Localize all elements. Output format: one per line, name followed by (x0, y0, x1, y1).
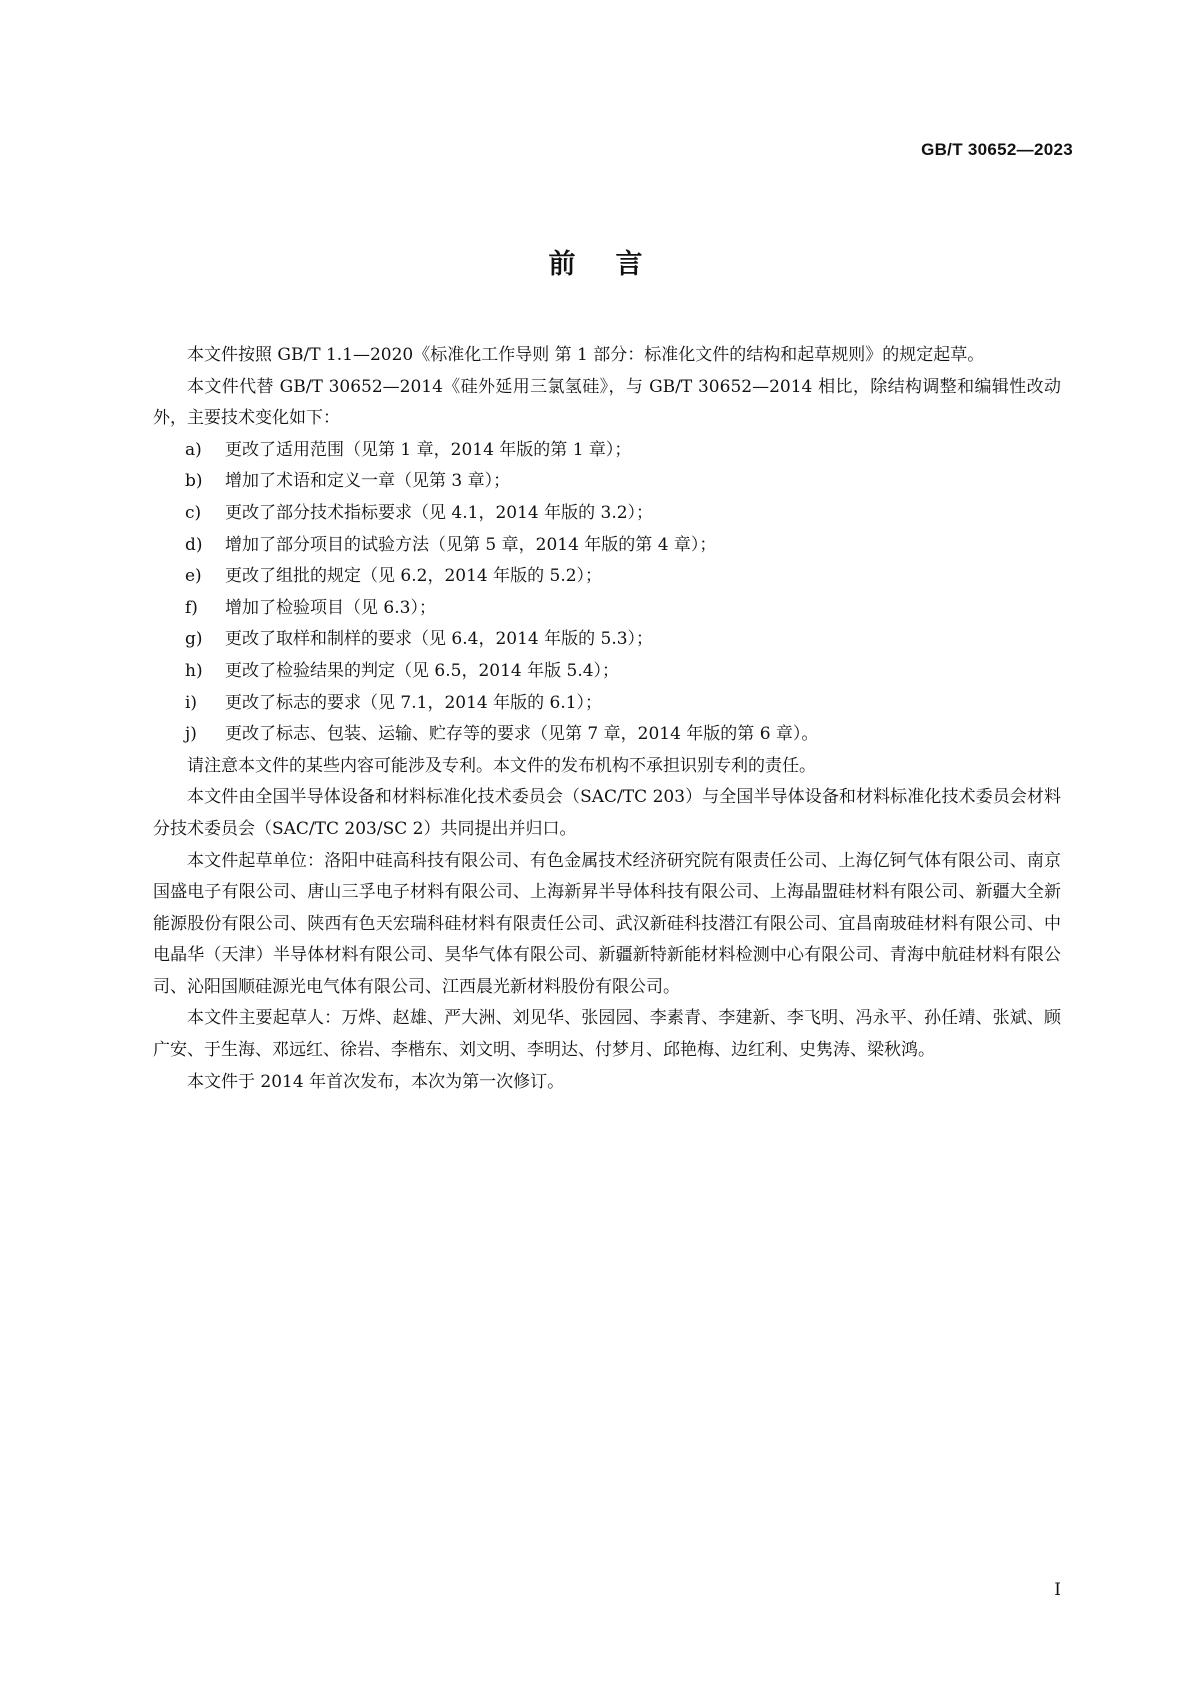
paragraph-proposer: 本文件由全国半导体设备和材料标准化技术委员会（SAC/TC 203）与全国半导体设备和材料标准化技术委员会材料分技术委员会（SAC/TC 203/SC 2）共同提出并归口。 (153, 787, 1061, 839)
list-item-label: f) (185, 597, 198, 618)
list-item (153, 719, 1061, 751)
list-item (153, 498, 1061, 530)
standard-number: GB/T 30652—2023 (921, 140, 1073, 159)
paragraph-drafters: 本文件主要起草人：万烨、赵雄、严大洲、刘见华、张园园、李素青、李建新、李飞明、冯永平、孙任靖、张斌、顾广安、于生海、邓远红、徐岩、李楷东、刘文明、李明达、付梦月、邱艳梅、边红利、史隽涛、梁秋鸿。 (153, 1008, 1061, 1061)
changes-list (153, 435, 1061, 751)
list-item (153, 593, 1061, 625)
list-item (153, 561, 1061, 593)
list-item-label: e) (185, 566, 202, 587)
list-item-label: b) (185, 471, 203, 492)
page-title: 前言 (548, 249, 683, 280)
list-item-text: 增加了术语和定义一章（见第 3 章）； (225, 471, 511, 492)
foreword-body (153, 340, 1061, 1098)
list-item-label: i) (185, 692, 198, 713)
paragraph-history: 本文件于 2014 年首次发布，本次为第一次修订。 (187, 1071, 565, 1092)
list-item-text: 增加了检验项目（见 6.3）； (225, 597, 436, 618)
list-item-text: 更改了标志的要求（见 7.1，2014 年版的 6.1）； (225, 692, 603, 713)
list-item (153, 656, 1061, 688)
page-number: I (1054, 1580, 1061, 1600)
list-item-label: d) (185, 534, 203, 555)
paragraph-drafting-units: 本文件起草单位：洛阳中硅高科技有限公司、有色金属技术经济研究院有限责任公司、上海亿钶气体有限公司、南京国盛电子有限公司、唐山三孚电子材料有限公司、上海新昇半导体科技有限公司、上海晶盟硅材料有限公司、新疆大全新能源股份有限公司、陕西有色天宏瑞科硅材料有限责任公司、武汉新硅科技潜江有限公司、宜昌南玻硅材料有限公司、中电晶华（天津）半导体材料有限公司、昊华气体有限公司、新疆新特新能材料检测中心有限公司、青海中航硅材料有限公司、沁阳国顺硅源光电气体有限公司、江西晨光新材料股份有限公司。 (153, 850, 1061, 997)
list-item-text: 更改了部分技术指标要求（见 4.1，2014 年版的 3.2）； (225, 502, 654, 523)
list-item (153, 530, 1061, 562)
list-item (153, 624, 1061, 656)
list-item-text: 更改了标志、包装、运输、贮存等的要求（见第 7 章，2014 年版的第 6 章）。 (225, 724, 819, 745)
list-item-text: 增加了部分项目的试验方法（见第 5 章，2014 年版的第 4 章）； (225, 534, 717, 555)
list-item (153, 466, 1061, 498)
list-item-label: j) (185, 724, 197, 745)
list-item-text: 更改了适用范围（见第 1 章，2014 年版的第 1 章）； (225, 439, 632, 460)
paragraph-patent-notice: 请注意本文件的某些内容可能涉及专利。本文件的发布机构不承担识别专利的责任。 (187, 755, 816, 776)
list-item-label: a) (185, 439, 202, 460)
list-item-text: 更改了检验结果的判定（见 6.5，2014 年版 5.4）； (225, 660, 620, 681)
list-item-text: 更改了组批的规定（见 6.2，2014 年版的 5.2）； (225, 566, 603, 587)
list-item-label: g) (185, 629, 203, 650)
list-item (153, 688, 1061, 720)
list-item (153, 435, 1061, 467)
paragraph-drafting-rules: 本文件按照 GB/T 1.1—2020《标准化工作导则 第 1 部分：标准化文件的结构和起草规则》的规定起草。 (187, 345, 985, 365)
list-item-label: h) (185, 660, 203, 681)
paragraph-replacement: 本文件代替 GB/T 30652—2014《硅外延用三氯氢硅》，与 GB/T 30652—2014 相比，除结构调整和编辑性改动外，主要技术变化如下： (153, 376, 1061, 429)
list-item-text: 更改了取样和制样的要求（见 6.4，2014 年版的 5.3）； (225, 629, 654, 650)
list-item-label: c) (185, 502, 202, 523)
